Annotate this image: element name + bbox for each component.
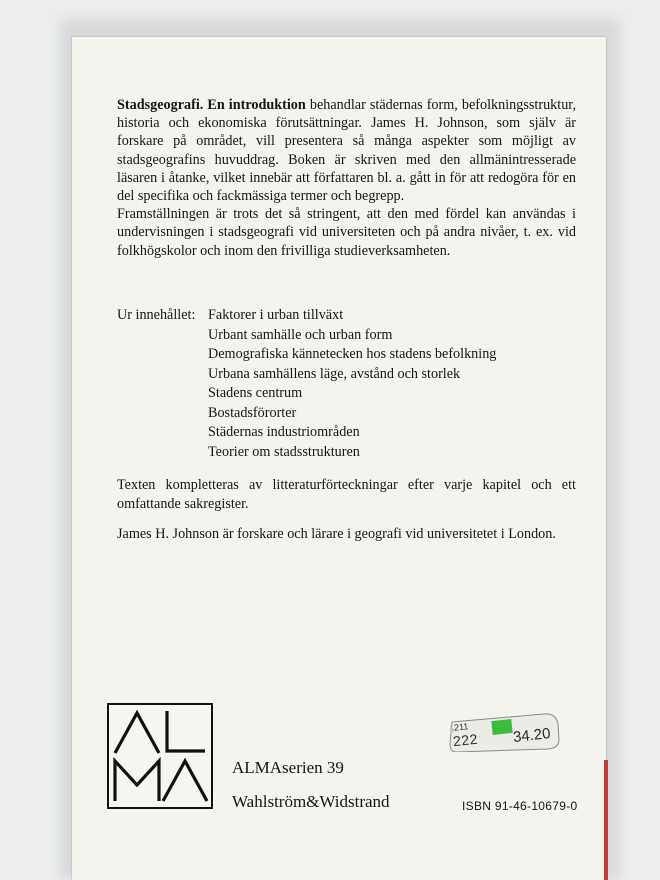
alma-logo — [107, 703, 213, 809]
list-item: Demografiska kännetecken hos stadens befolkning — [208, 346, 497, 362]
series-name: ALMAserien 39 — [232, 758, 344, 777]
blurb-text: behandlar städernas form, befolkningsstruktur, historia och ekonomiska förutsättningar. James H. Johnson, som själv är forskare på området, vill presentera så många aspekter som möjligt av stadsgeografins huvuddrag. Boken är skriven med den allmänintresserade läsaren i åtanke, vilket innebär att författaren bl. a. gått in för att redogöra för en del specifika och fackmässiga termer och begrepp. — [117, 97, 576, 205]
supplement-paragraph: Texten kompletteras av litteraturförteckningar efter varje kapitel och ett omfattande sakregister. — [117, 477, 576, 512]
contents-items — [208, 306, 568, 462]
blurb-paragraph-1 — [117, 96, 576, 205]
isbn-number: ISBN 91-46-10679-0 — [462, 799, 578, 813]
sticker-code-bottom: 222 — [452, 730, 479, 750]
publisher-name: Wahlström&Widstrand — [232, 792, 390, 811]
list-item: Faktorer i urban tillväxt — [208, 307, 344, 323]
list-item: Bostadsförorter — [208, 404, 297, 421]
blurb — [117, 96, 576, 260]
sticker-code-top: 211 — [453, 721, 469, 733]
list-item: Stadens centrum — [208, 385, 303, 401]
blurb-paragraph-2: Framställningen är trots det så stringent, att den med fördel kan användas i undervisningen i stadsgeografi vid universiteten och på andra nivåer, t. ex. vid folkhögskolor och inom den frivilliga studieverksamheten. — [117, 206, 576, 259]
list-item: Urbant samhälle och urban form — [208, 326, 393, 343]
list-item: Urbana samhällens läge, avstånd och storlek — [208, 365, 461, 382]
cover-red-edge — [604, 760, 608, 880]
list-item: Städernas industriområden — [208, 424, 360, 440]
alma-logo-icon — [109, 705, 211, 807]
sticker-green-label — [491, 719, 512, 735]
author-paragraph: James H. Johnson är forskare och lärare i geografi vid universitetet i London. — [117, 526, 556, 542]
contents-label: Ur innehållet: — [117, 307, 196, 323]
list-item: Teorier om stadsstrukturen — [208, 443, 360, 460]
book-title: Stadsgeografi. En introduktion — [117, 97, 306, 113]
sticker-price: 34.20 — [512, 725, 552, 746]
